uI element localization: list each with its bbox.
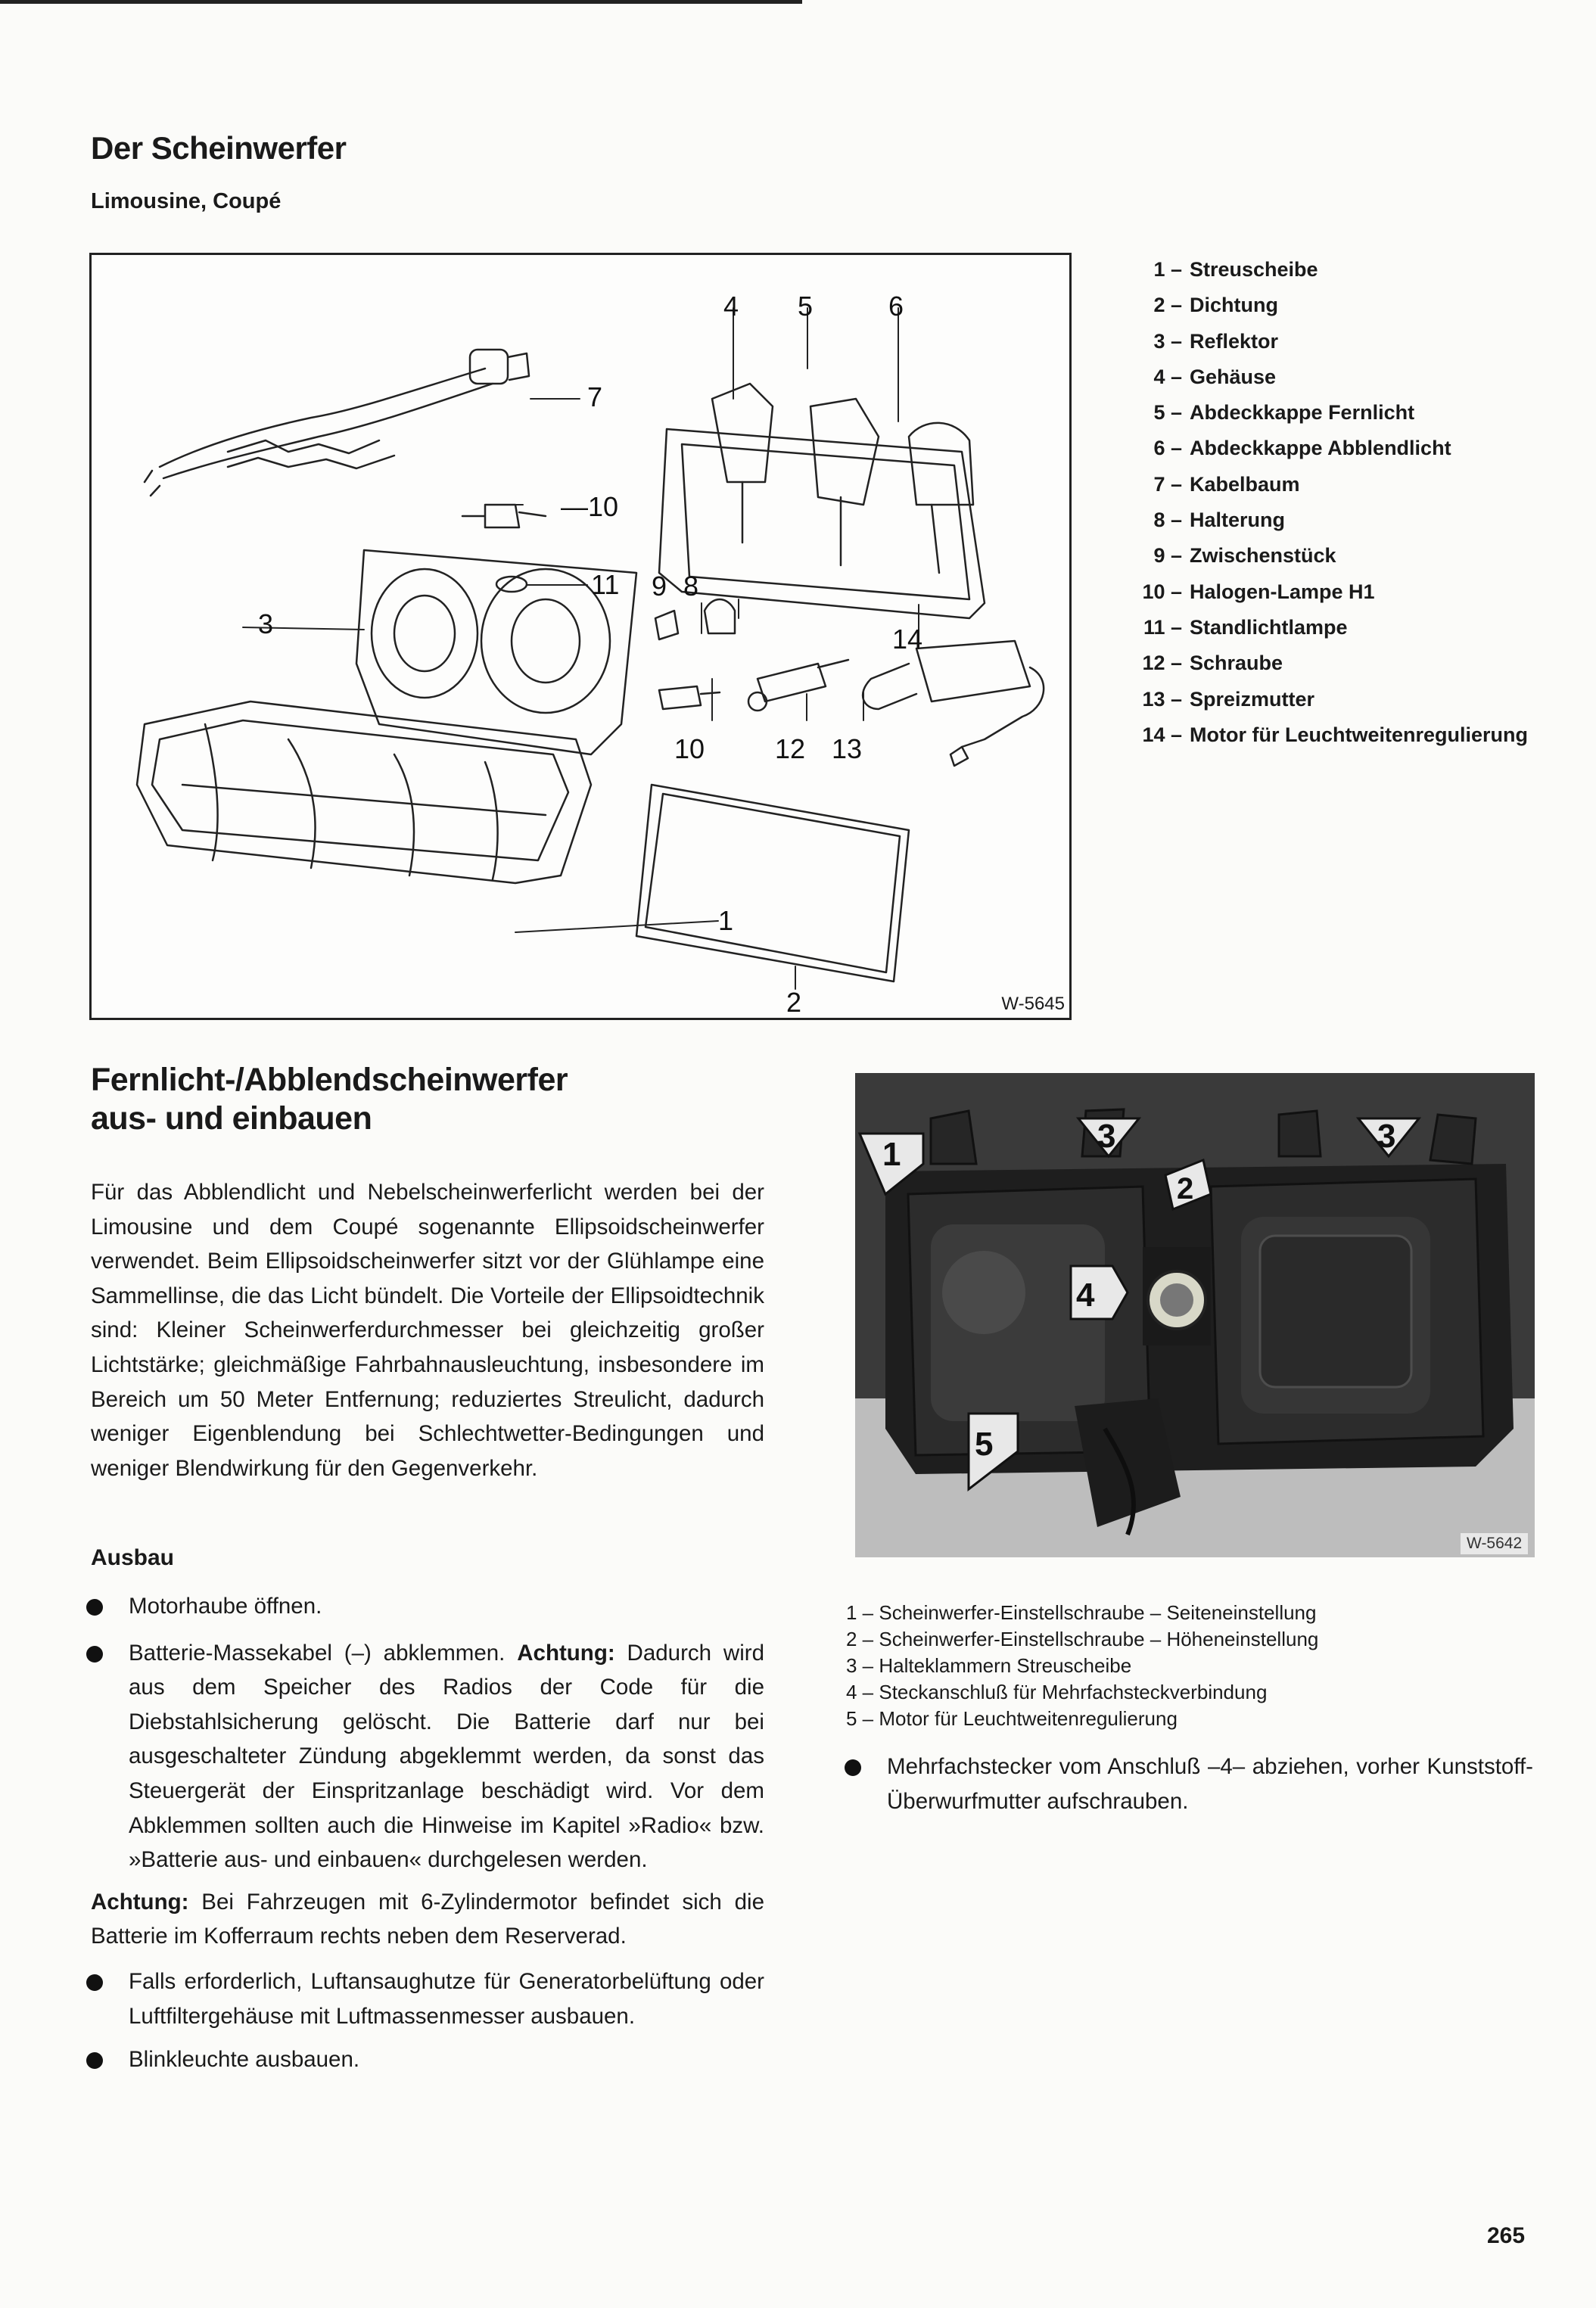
list-item: Batterie-Massekabel (–) abklemmen. Achtung: Dadurch wird aus dem Speicher des Radios der Code für die Diebstahlsicherung gelöscht. Die Batterie darf nur bei ausgeschalteter Zündung abgeklemmt werden, da sonst das Steuergerät der Einspritzanlage beschädigt wird. Vor dem Abklemmen sollten auch die Hinweise im Kapitel »Radio« bzw. »Batterie aus- und einbauen« durchgelesen werden. <box>86 1636 764 1877</box>
marker-4: 4 <box>1076 1277 1095 1314</box>
callout-4: 4 <box>723 291 739 322</box>
list-item: Motorhaube öffnen. <box>86 1589 764 1624</box>
callout-1: 1 <box>718 905 734 936</box>
page-number: 265 <box>1487 2223 1526 2248</box>
legend-item: 2 – Scheinwerfer-Einstellschraube – Höheneinstellung <box>846 1628 1319 1650</box>
legend-item: 4 – Gehäuse <box>1153 365 1277 388</box>
exploded-headlight-figure <box>89 253 1072 1020</box>
figure-code: W-5645 <box>1001 994 1065 1014</box>
top-rule <box>0 0 802 4</box>
callout-14: 14 <box>892 624 923 655</box>
legend-item: 6 – Abdeckkappe Abblendlicht <box>1153 437 1451 460</box>
callout-13: 13 <box>832 733 863 764</box>
bullet-icon <box>86 1974 103 1991</box>
photo-legend <box>846 1600 1318 1732</box>
bullet-icon <box>86 1599 103 1616</box>
list-item: Falls erforderlich, Luftansaughutze für Generatorbelüftung oder Luftfiltergehäuse mit Luftmassenmesser ausbauen. <box>86 1964 764 2033</box>
callout-7: 7 <box>587 381 603 412</box>
legend-item: 10 – Halogen-Lampe H1 <box>1142 580 1375 603</box>
headlight-exploded-drawing <box>92 255 1069 1018</box>
small-parts-drawing <box>462 505 1044 766</box>
marker-2: 2 <box>1177 1172 1194 1205</box>
callout-5: 5 <box>798 291 814 322</box>
page-subtitle: Limousine, Coupé <box>91 189 282 213</box>
legend-item: 14 – Motor für Leuchtweitenregulierung <box>1142 723 1529 746</box>
legend-item: 5 – Abdeckkappe Fernlicht <box>1153 401 1415 425</box>
legend-item: 1 – Streuscheibe <box>1153 258 1318 281</box>
marker-3a: 3 <box>1097 1118 1116 1155</box>
ausbau-heading: Ausbau <box>91 1545 175 1570</box>
list-item: Blinkleuchte ausbauen. <box>86 2042 764 2077</box>
lens-drawing <box>137 701 591 883</box>
bullet-icon <box>845 1759 861 1776</box>
bullet-icon <box>86 2052 103 2069</box>
legend-item: 2 – Dichtung <box>1153 294 1278 317</box>
gasket-drawing <box>636 785 909 981</box>
headlight-photo <box>855 1073 1535 1557</box>
legend-item: 8 – Halterung <box>1153 509 1286 532</box>
list-item: Mehrfachstecker vom Anschluß –4– abziehen, vorher Kunststoff-Überwurfmutter aufschrauben. <box>845 1750 1533 1818</box>
housing-drawing <box>659 384 985 618</box>
intro-paragraph: Für das Abblendlicht und Nebelscheinwerferlicht werden bei der Limousine und dem Coupé sogenannte Ellipsoidscheinwerfer verwendet. Beim Ellipsoidscheinwerfer sitzt vor der Glühlampe eine Sammellinse, die das Licht bündelt. Die Vorteile der Ellipsoidtechnik sind: Kleiner Scheinwerferdurchmesser bei gleichzeitig großer Lichtstärke; gleichmäßige Fahrbahnausleuchtung, insbesondere im Bereich um 50 Meter Entfernung; reduziertes Streulicht, dadurch weniger Eigenblendung bei Schlechtwetter-Bedingungen und weniger Blendwirkung für den Gegenverkehr. <box>91 1180 764 1481</box>
callout-11: 11 <box>591 569 620 600</box>
page-title: Der Scheinwerfer <box>91 130 347 166</box>
section-heading: Fernlicht-/Abblendscheinwerfer aus- und einbauen <box>91 1062 568 1137</box>
callout-10a: —10 <box>561 491 619 522</box>
callout-2: 2 <box>786 987 802 1018</box>
legend-item: 11 – Standlichtlampe <box>1143 615 1348 639</box>
ausbau-steps <box>86 1589 764 2077</box>
callout-6: 6 <box>888 291 904 322</box>
headlight-rear-photo-illustration <box>855 1073 1535 1557</box>
right-step <box>845 1750 1533 1818</box>
callout-12: 12 <box>775 733 806 764</box>
callout-10b: 10 <box>674 733 705 764</box>
wiring-harness-drawing <box>145 350 529 496</box>
battery-note: Achtung: Bei Fahrzeugen mit 6-Zylindermotor befindet sich die Batterie im Kofferraum rechts neben dem Reserverad. <box>91 1889 764 1949</box>
legend-item: 4 – Steckanschluß für Mehrfachsteckverbindung <box>846 1681 1268 1703</box>
callout-8: 8 <box>683 571 699 602</box>
bullet-icon <box>86 1646 103 1663</box>
legend-item: 13 – Spreizmutter <box>1142 687 1315 711</box>
callout-9: 9 <box>652 571 667 602</box>
marker-3b: 3 <box>1377 1118 1396 1155</box>
legend-item: 3 – Reflektor <box>1153 329 1279 353</box>
photo-code: W-5642 <box>1461 1533 1528 1554</box>
legend-item: 1 – Scheinwerfer-Einstellschraube – Seiteneinstellung <box>846 1601 1317 1624</box>
figure-legend <box>1128 252 1538 753</box>
legend-item: 9 – Zwischenstück <box>1153 544 1336 568</box>
marker-1: 1 <box>882 1136 901 1173</box>
legend-item: 7 – Kabelbaum <box>1153 472 1300 496</box>
legend-item: 3 – Halteklammern Streuscheibe <box>846 1654 1132 1677</box>
legend-item: 12 – Schraube <box>1142 652 1283 675</box>
marker-5: 5 <box>975 1426 994 1463</box>
legend-item: 5 – Motor für Leuchtweitenregulierung <box>846 1707 1178 1730</box>
callout-3: 3 <box>257 608 273 639</box>
